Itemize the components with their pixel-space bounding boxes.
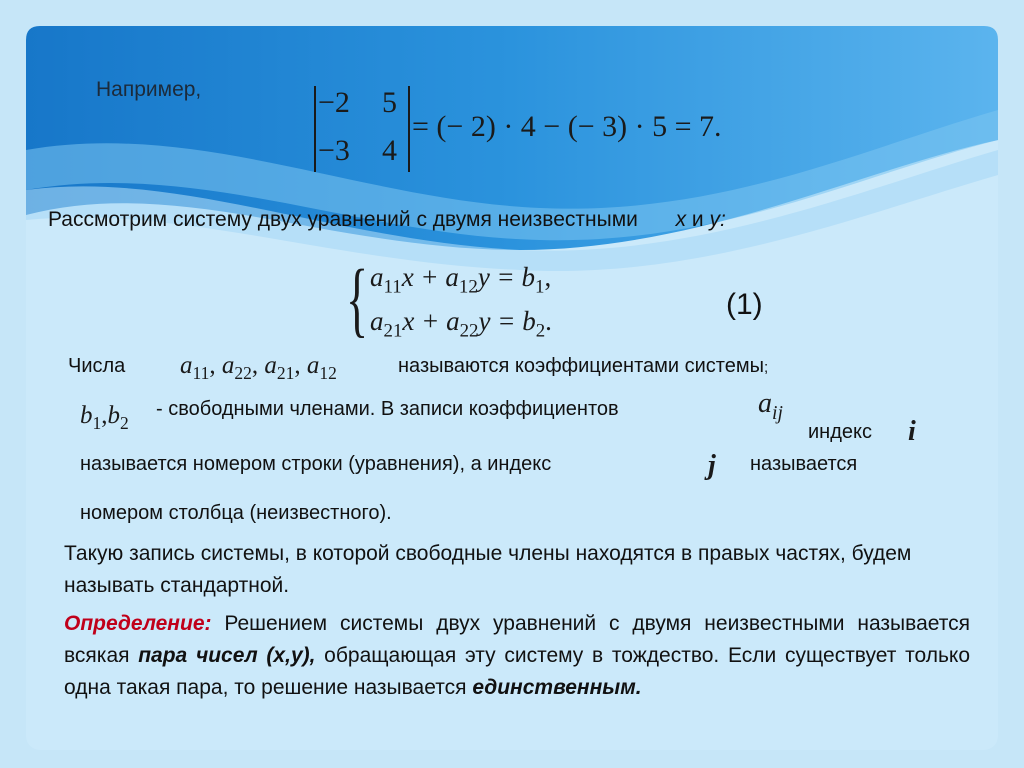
index-j: j [708,450,716,481]
index-i: i [908,416,916,447]
unique-word: единственным. [472,676,642,699]
equation-1: $a_{11}x + a_{12}y = b_1$, [370,262,552,298]
equation-2: $a_{21}x + a_{22}y = b_2$. [370,306,552,342]
coefficients-description: называются коэффициентами системы; [398,355,769,377]
coefficients-list: $a_{11}$, $a_{22}$, $a_{21}$, $a_{12}$ [180,352,337,384]
consider-text: Рассмотрим систему двух уравнений с двумя неизвестными [48,208,638,231]
index-label: индекс [808,421,872,443]
definition-paragraph: Определение: Решением системы двух уравнений с двумя неизвестными называется всякая пара чисел (x,y), обращающая эту систему в тождество. Если существует только одна такая пара, то решение называется единственным. [64,612,970,699]
variable-y: y: [709,208,726,231]
determinant-result: = (− 2) · 4 − (− 3) · 5 = 7. [412,110,722,143]
pair-of-numbers: пара чисел (x,y), [138,644,316,667]
and-word: и [691,208,704,231]
numbers-label: Числа [68,355,126,377]
variable-x: x [675,208,687,231]
standard-form-paragraph: Такую запись системы, в которой свободные члены находятся в правых частях, будем называть стандартной. [64,542,912,597]
matrix-cell: −3 [318,134,350,167]
equation-number: (1) [726,288,763,321]
row-index-text: называется номером строки (уравнения), а индекс [80,453,552,475]
determinant-left-bar [314,86,316,172]
system-brace: { [346,253,369,346]
determinant-right-bar [408,86,410,172]
consider-sentence [48,208,726,232]
free-terms-text: - свободными членами. В записи коэффициентов [156,398,619,420]
coefficient-aij: $a_{ij}$ [758,388,783,424]
column-index-text: номером столбца (неизвестного). [80,502,392,524]
determinant-matrix [312,86,412,172]
matrix-cell: 5 [382,86,397,119]
matrix-cell: −2 [318,86,350,119]
called-text: называется [750,453,858,475]
example-label: Например, [96,78,202,101]
free-terms-symbols: $b_1,b_2$ [80,402,129,434]
definition-label: Определение: [64,612,212,635]
matrix-cell: 4 [382,134,397,167]
